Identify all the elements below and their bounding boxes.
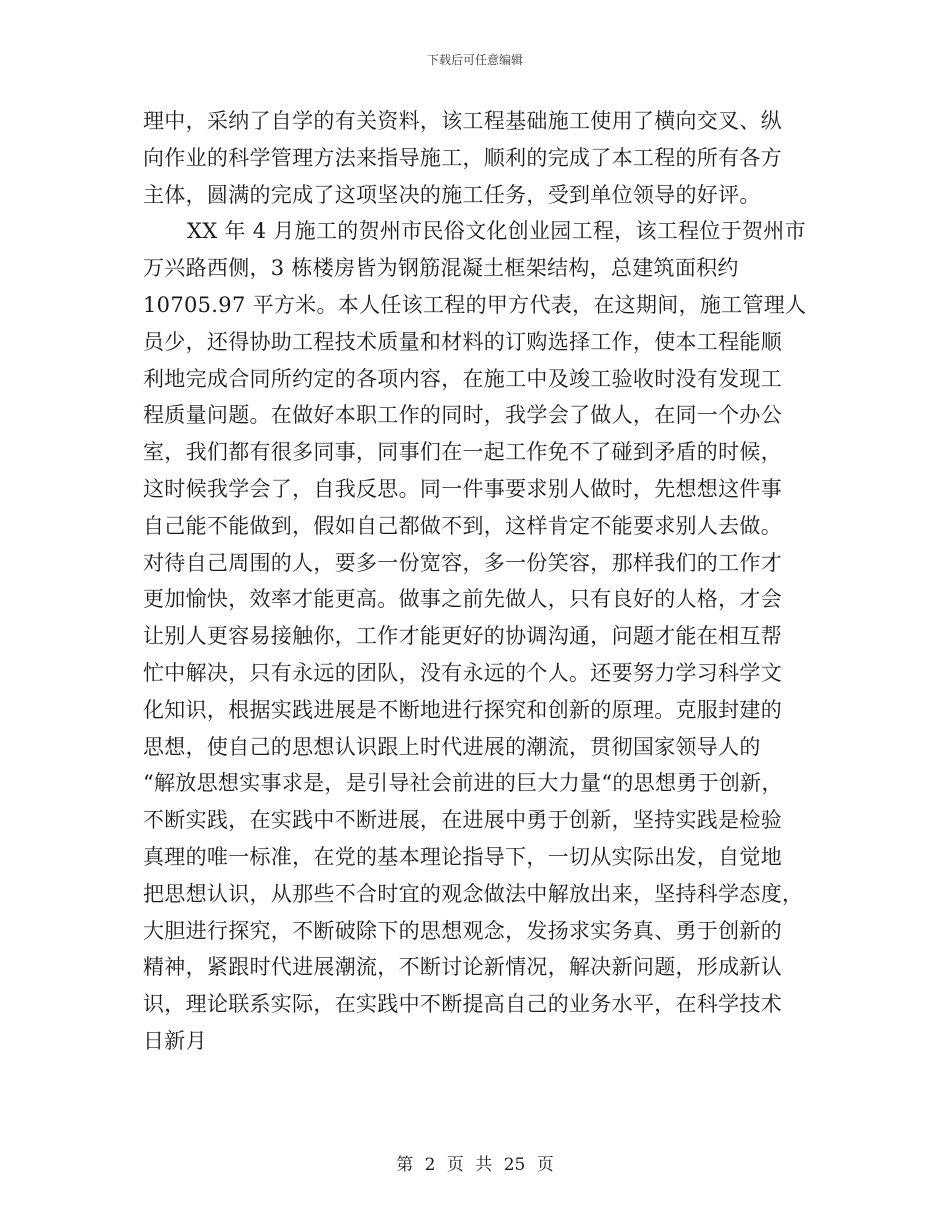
page-number-footer: 第 2 页 共 25 页 (396, 1155, 554, 1175)
text-line: 化知识，根据实践进展是不断地进行探究和创新的原理。克服封建的 (143, 697, 782, 722)
text-line: 真理的唯一标准，在党的基本理论指导下，一切从实际出发，自觉地 (143, 844, 782, 869)
text-line: “解放思想实事求是，是引导社会前进的巨大力量“的思想勇于创新， (143, 771, 783, 796)
text-line: 精神，紧跟时代进展潮流，不断讨论新情况，解决新问题，形成新认 (143, 955, 782, 980)
text-line: 利地完成合同所约定的各项内容，在施工中及竣工验收时没有发现工 (143, 366, 782, 391)
text-line: 思想，使自己的思想认识跟上时代进展的潮流，贯彻国家领导人的 (143, 734, 761, 759)
text-line: 不断实践，在实践中不断进展，在进展中勇于创新，坚持实践是检验 (143, 808, 782, 833)
text-line: 这时候我学会了，自我反思。同一件事要求别人做时，先想想这件事 (143, 476, 782, 501)
text-line: 日新月 (143, 1028, 207, 1053)
text-line: 更加愉快，效率才能更高。做事之前先做人，只有良好的人格，才会 (143, 587, 782, 612)
text-line: 室，我们都有很多同事，同事们在一起工作免不了碰到矛盾的时候， (143, 440, 782, 465)
text-line: 主体，圆满的完成了这项坚决的施工任务，受到单位领导的好评。 (143, 182, 761, 207)
text-line: 程质量问题。在做好本职工作的同时，我学会了做人，在同一个办公 (143, 403, 782, 428)
text-line: 把思想认识，从那些不合时宜的观念做法中解放出来，坚持科学态度， (143, 881, 804, 906)
page-header: 下载后可任意编辑 (426, 53, 523, 67)
paragraph-start-line: XX 年 4 月施工的贺州市民俗文化创业园工程，该工程位于贺州市 (187, 219, 806, 244)
text-line: 员少，还得协助工程技术质量和材料的订购选择工作，使本工程能顺 (143, 329, 782, 354)
text-line: 万兴路西侧，3 栋楼房皆为钢筋混凝土框架结构，总建筑面积约 (143, 256, 739, 281)
text-line: 向作业的科学管理方法来指导施工，顺利的完成了本工程的所有各方 (143, 145, 782, 170)
text-line: 忙中解决，只有永远的团队，没有永远的个人。还要努力学习科学文 (143, 660, 782, 685)
text-line: 识，理论联系实际，在实践中不断提高自己的业务水平，在科学技术 (143, 992, 782, 1017)
text-line: 让别人更容易接触你，工作才能更好的协调沟通，问题才能在相互帮 (143, 624, 782, 649)
text-line: 大胆进行探究，不断破除下的思想观念，发扬求实务真、勇于创新的 (143, 918, 782, 943)
text-line: 对待自己周围的人，要多一份宽容，多一份笑容，那样我们的工作才 (143, 550, 782, 575)
text-line: 理中，采纳了自学的有关资料，该工程基础施工使用了横向交叉、纵 (143, 109, 782, 133)
text-line: 10705.97 平方米。本人任该工程的甲方代表，在这期间，施工管理人 (143, 292, 807, 317)
body-text (143, 103, 807, 1060)
text-line: 自己能不能做到，假如自己都做不到，这样肯定不能要求别人去做。 (143, 513, 782, 538)
